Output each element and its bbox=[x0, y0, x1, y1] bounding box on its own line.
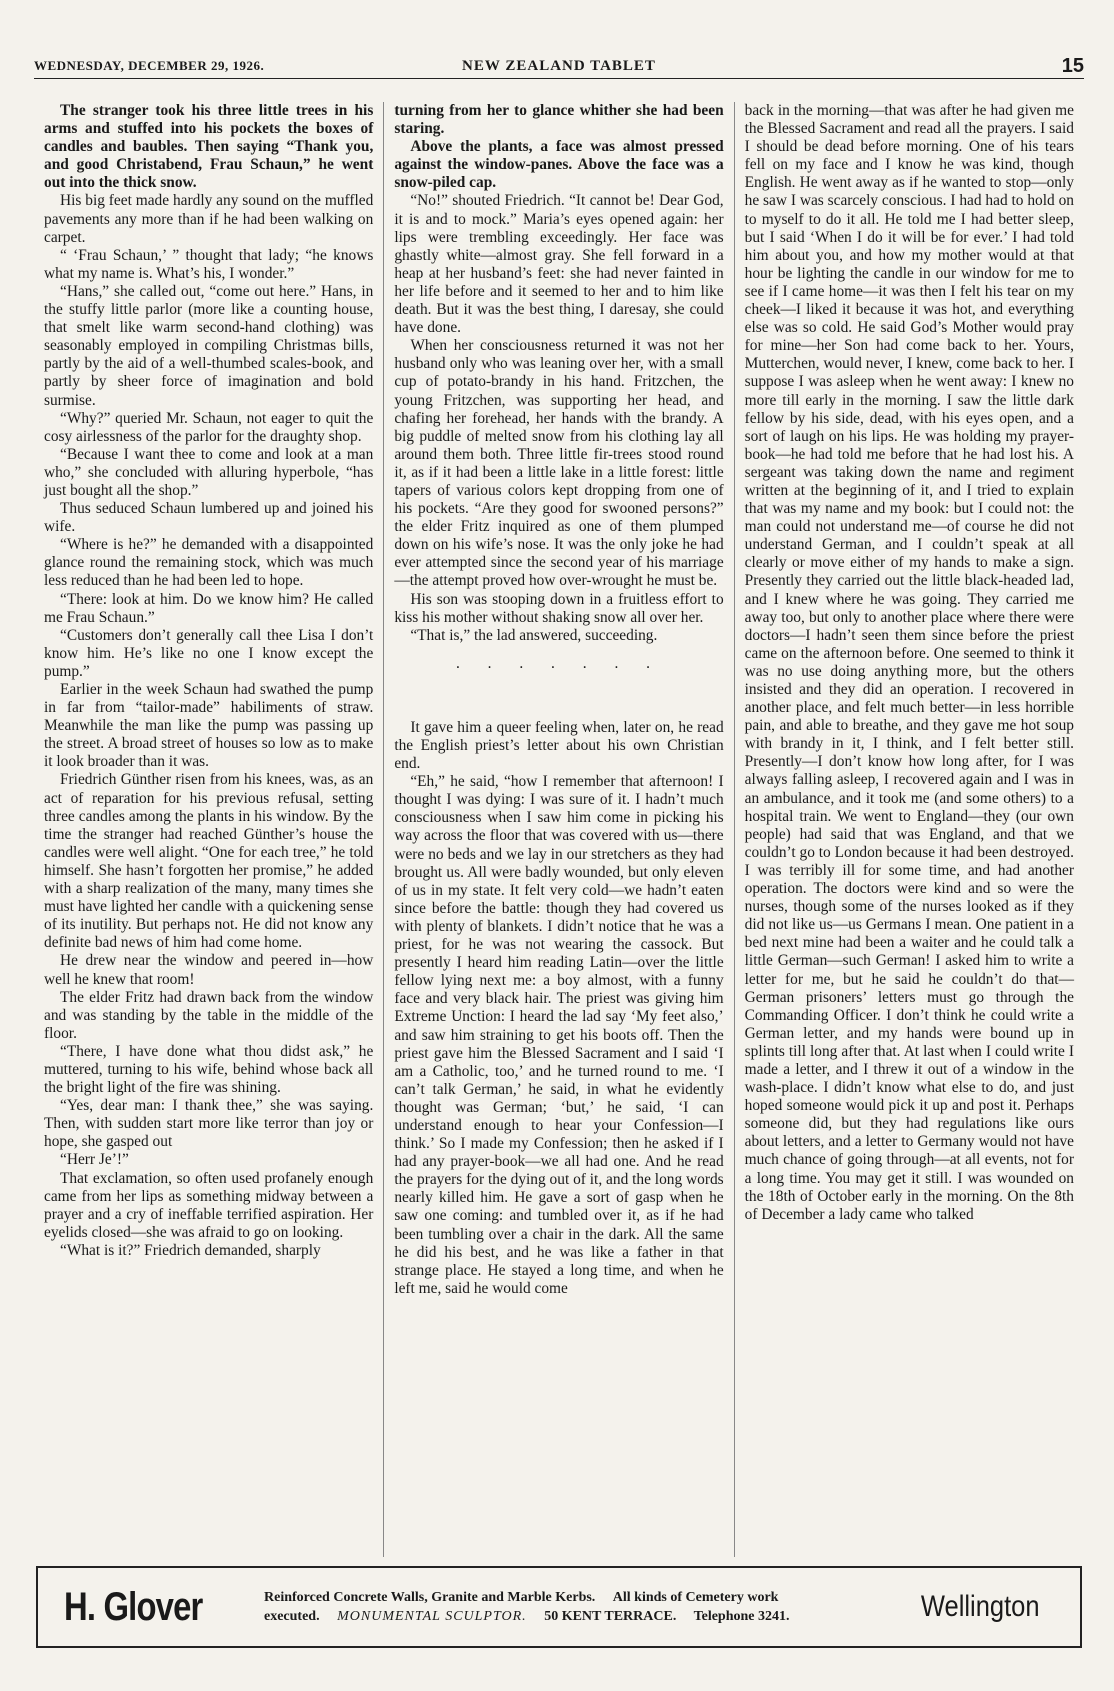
paragraph: turning from her to glance whither she had been staring. bbox=[394, 102, 724, 138]
paragraph: It gave him a queer feeling when, later on, he read the English priest’s letter about his own Christian end. bbox=[394, 718, 724, 773]
paragraph: Earlier in the week Schaun had swathed the pump in far from “tailor-made” habiliments of straw. Meanwhile the man like the pump was passing up the street. A broad street of houses so low as to make it look broader than it was. bbox=[44, 681, 374, 771]
paragraph: “Yes, dear man: I thank thee,” she was saying. Then, with sudden start more like terror than joy or hope, she gasped out bbox=[44, 1097, 374, 1151]
advertiser-name: H. Glover bbox=[64, 1584, 203, 1629]
paragraph: That exclamation, so often used profanely enough came from her lips as something midway between a prayer and a cry of ineffable terrified aspiration. Her eyelids closed—she was afraid to go on looking. bbox=[44, 1169, 374, 1241]
column-3 bbox=[734, 102, 1084, 1557]
paragraph: back in the morning—that was after he had given me the Blessed Sacrament and read all the prayers. I said I should be dead before morning. One of his tears fell on my face and I know he was kind, though English. He went away as if he wanted to stop—only he saw I was scarcely conscious. I had had to hold on to myself to do it all. He told me I had better sleep, but I said ‘When I do it will be for ever.’ I had told him about you, and how my mother would at that hour be lighting the candle in our window for me to see if I came home—it was then I felt his tear on my cheek—I liked it because it was hot, and everything else was so cold. He said God’s Mother would pray for mine—her Son had come back to her. Yours, Mutterchen, would never, I knew, come back to her. I suppose I was asleep when he went away: I knew no more till early in the morning. I saw the little dark fellow by his side, dead, with his eyes open, and a sort of laugh on his lips. He was holding my prayer-book—he had told me before that he had lost his. A sergeant was taking down the name and regiment written at the beginning of it, and I tried to explain that was my name and my book: but I could not: the man could not understand me—of course he did not understand German, and I couldn’t speak at all clearly or move either of my hands to make a sign. Presently they carried out the little black-headed lad, and I knew where he was going. They carried me away too, but only to another place where there were doctors—I hadn’t seen them since before the priest came on the afternoon before. One seemed to think it was no use doing anything more, but the others insisted and they did an operation. I recovered in another place, and felt much better—in less horrible pain, and able to breathe, and they gave me hot soup with brandy in it, I think, and I felt better still. Presently—I don’t know how long after, for I was always falling asleep, I recovered again and I was in an ambulance, and it took me (and some others) to a hospital train. We went to England—they (our own people) had said that was England, and that we couldn’t go to London because it had been destroyed. I was terribly ill for some time, and had another operation. The doctors were kind and so were the nurses, though some of the nurses looked as if they did not like us—us Germans I mean. One patient in a bed next mine had been a waiter and he could talk a little German—such German! I asked him to write a letter for me, but he said he couldn’t do that—German prisoners’ letters must go through the Commanding Officer. I don’t think he could write a German letter, and my hands were bound up in splints till long after that. At last when I could write I made a letter, and I threw it out of a window in the wash-place. I didn’t know what else to do, and just hoped someone would pick it up and post it. Perhaps someone did, but they had regulations like ours about letters, and a letter to Germany would not have much chance of going through—at all events, not for a long time. You may get it still. I was wounded on the 18th of October early in the morning. On the 8th of December a lady came who talked bbox=[744, 102, 1074, 1223]
newspaper-title: NEW ZEALAND TABLET bbox=[462, 58, 656, 74]
ad-line-2a: executed. bbox=[264, 1609, 320, 1624]
ad-telephone: Telephone 3241. bbox=[693, 1609, 790, 1624]
paragraph: Above the plants, a face was almost pressed against the window-panes. Above the face was a snow-piled cap. bbox=[394, 138, 724, 192]
paragraph: “Why?” queried Mr. Schaun, not eager to quit the cosy airlessness of the parlor for the draughty shop. bbox=[44, 409, 374, 445]
ad-sculptor: MONUMENTAL SCULPTOR. bbox=[337, 1609, 527, 1624]
paragraph: Friedrich Günther risen from his knees, was, as an act of reparation for his previous refusal, setting three candles among the plants in his window. By the time the stranger had reached Günther’s house the candles were well alight. “One for each tree,” he told himself. She hasn’t forgotten her promise,” he added with a sharp realization of the many, many times she must have lighted her candle with a quickening sense of its inutility. But perhaps not. He did not know any definite bad news of him had come home. bbox=[44, 771, 374, 952]
paragraph: The stranger took his three little trees in his arms and stuffed into his pockets the boxes of candles and baubles. Then saying “Thank you, and good Christabend, Frau Schaun,” he went out into the thick snow. bbox=[44, 102, 374, 192]
column-1 bbox=[34, 102, 383, 1557]
page-number: 15 bbox=[1061, 55, 1084, 77]
paragraph: “No!” shouted Friedrich. “It cannot be! Dear God, it is and to mock.” Maria’s eyes opened again: her lips were trembling exceedingly. Her face was ghastly white—almost gray. She fell forward in a heap at her husband’s feet: she had never fainted in her life before and it seemed to her and to him like death. But it was the best thing, I daresay, she could have done. bbox=[394, 192, 724, 337]
paragraph: “Customers don’t generally call thee Lisa I don’t know him. He’s like no one I know except the pump.” bbox=[44, 626, 374, 680]
paragraph: “Because I want thee to come and look at a man who,” she concluded with alluring hyperbole, “has just bought all the shop.” bbox=[44, 445, 374, 499]
paragraph: “Where is he?” he demanded with a disappointed glance round the remaining stock, which was much less reduced than he had been led to hope. bbox=[44, 536, 374, 590]
paragraph: “There, I have done what thou didst ask,” he muttered, turning to his wife, behind whose back all the bright light of the fire was shining. bbox=[44, 1042, 374, 1097]
paragraph: “What is it?” Friedrich demanded, sharply bbox=[60, 1241, 321, 1259]
paragraph: “ ‘Frau Schaun,’ ” thought that lady; “he knows what my name is. What’s his, I wonder.” bbox=[44, 246, 374, 282]
paragraph: “Eh,” he said, “how I remember that afternoon! I thought I was dying: I was sure of it. I hadn’t much consciousness when I saw him come in picking his way across the floor that was covered with us—there were no beds and we lay in our stretchers as they had brought us. All were badly wounded, but only eleven of us in my state. It felt very cold—we hadn’t eaten since before the battle: though they had covered us with plenty of blankets. I didn’t notice that he was a priest, for he was not wearing the cassock. But presently I heard him reading Latin—over the little fellow lying next me: a boy almost, with a funny face and very black hair. The priest was giving him Extreme Unction: I heard the lad say ‘My feet also,’ and saw him straining to get his boots off. Then the priest gave him the Blessed Sacrament and I said ‘I am a Catholic, too,’ and he turned round to me. ‘I can’t talk German,’ he said, in what he evidently thought was German; ‘but,’ he said, ‘I can understand enough to hear your Confession—I think.’ So I made my Confession; then he asked if I had any prayer-book—we all had one. And he read the prayers for the dying out of it, and the long words nearly killed him. He gave a sort of gasp when he saw one coming: and tumbled over it, as if he had been tumbling over a chair in the dark. All the same he did his best, and he was like a father in that strange place. He stayed a long time, and when he left me, said he would come bbox=[394, 773, 724, 1297]
paragraph: His son was stooping down in a fruitless effort to kiss his mother without shaking snow all over her. bbox=[394, 590, 724, 626]
ad-line-1b: All kinds of Cemetery work bbox=[612, 1590, 779, 1605]
paragraph: When her consciousness returned it was not her husband only who was leaning over her, with a small cup of potato-brandy in his hand. Fritzchen, the young Fritzchen, was supporting her head, and chafing her forehead, her hands with the brandy. A big puddle of melted snow from his clothing lay all around them both. Three little fir-trees stood round it, as if it had been a little lake in a little forest: little tapers of various colors kept dropping from one of his pockets. “Are they good for swooned persons?” the elder Fritz inquired as one of them plumped down on his wife’s nose. It was the only joke he had ever attempted since the second year of his marriage—the attempt proved how over-wrought he must be. bbox=[394, 337, 724, 590]
advertisement-box bbox=[36, 1566, 1082, 1648]
paragraph: His big feet made hardly any sound on the muffled pavements any more than if he had been walking on carpet. bbox=[44, 192, 374, 246]
section-break: . . . . . . . bbox=[455, 654, 662, 672]
advertisement-text bbox=[264, 1588, 900, 1626]
masthead bbox=[34, 44, 1084, 79]
article-columns bbox=[34, 102, 1084, 1557]
issue-date: WEDNESDAY, DECEMBER 29, 1926. bbox=[34, 58, 265, 73]
paragraph: “Herr Je’!” bbox=[60, 1151, 129, 1169]
paragraph: “There: look at him. Do we know him? He called me Frau Schaun.” bbox=[44, 590, 374, 626]
paragraph: He drew near the window and peered in—how well he knew that room! bbox=[44, 952, 374, 988]
ad-line-1: Reinforced Concrete Walls, Granite and Marble Kerbs. bbox=[264, 1590, 596, 1605]
ad-address: 50 KENT TERRACE. bbox=[544, 1609, 677, 1624]
paragraph: “That is,” the lad answered, succeeding. bbox=[410, 626, 658, 644]
paragraph: The elder Fritz had drawn back from the window and was standing by the table in the middle of the floor. bbox=[44, 988, 374, 1042]
paragraph: “Hans,” she called out, “come out here.” Hans, in the stuffy little parlor (more like a counting house, that smelt like warm second-hand clothing) was seasonably employed in compiling Christmas bills, partly by the aid of a well-thumbed scales-book, and partly by sheer force of imagination and bold surmise. bbox=[44, 282, 374, 409]
column-2 bbox=[383, 102, 733, 1557]
paragraph: Thus seduced Schaun lumbered up and joined his wife. bbox=[44, 500, 374, 536]
ad-city: Wellington bbox=[921, 1590, 1040, 1623]
